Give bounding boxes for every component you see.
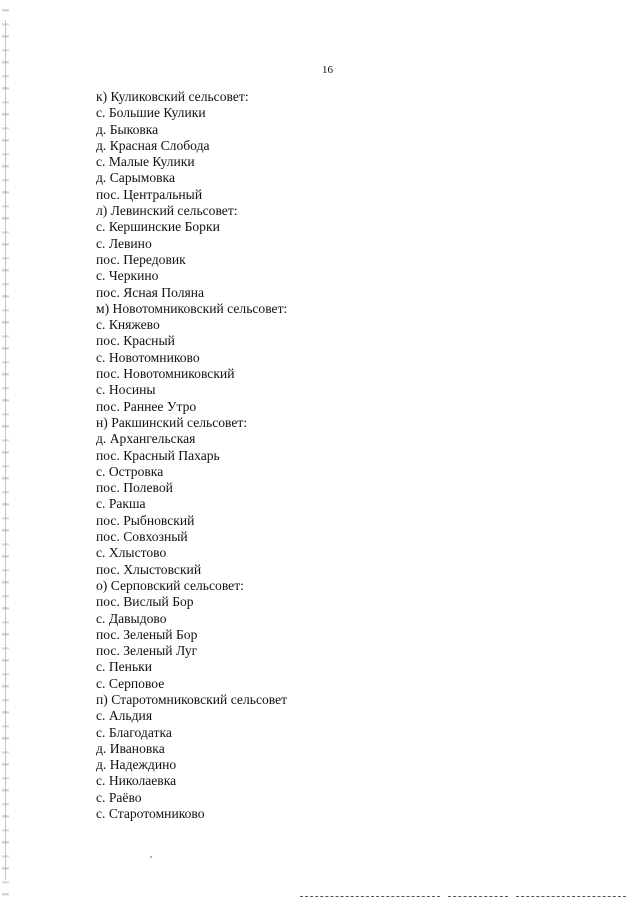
scan-speck — [150, 856, 152, 858]
council-heading: м) Новотомниковский сельсовет: — [96, 300, 288, 316]
settlement-item: с. Новотомниково — [96, 349, 200, 365]
settlement-item: пос. Совхозный — [96, 529, 188, 545]
footer-dashed-rule — [516, 896, 626, 898]
settlement-item: д. Сарымовка — [96, 170, 175, 186]
settlement-item: с. Носины — [96, 382, 156, 398]
settlement-item: с. Старотомниково — [96, 806, 205, 822]
settlement-item: пос. Зеленый Луг — [96, 643, 198, 659]
settlement-item: д. Быковка — [96, 121, 159, 137]
council-heading: п) Старотомниковский сельсовет — [96, 691, 288, 707]
settlement-item: пос. Ясная Поляна — [96, 284, 205, 300]
council-heading: о) Серповский сельсовет: — [96, 577, 244, 593]
council-heading: к) Куликовский сельсовет: — [96, 89, 249, 104]
settlement-item: пос. Новотомниковский — [96, 366, 235, 382]
settlement-item: с. Хлыстово — [96, 545, 167, 561]
settlement-item: пос. Центральный — [96, 186, 203, 202]
settlement-item: пос. Зеленый Бор — [96, 626, 198, 642]
settlement-item: пос. Вислый Бор — [96, 594, 194, 610]
settlement-item: с. Островка — [96, 463, 164, 479]
settlement-item: с. Пеньки — [96, 659, 153, 675]
settlement-item: пос. Красный — [96, 333, 175, 349]
footer-dashed-rule — [448, 896, 508, 898]
settlement-item: пос. Полевой — [96, 480, 173, 496]
settlement-item: пос. Передовик — [96, 251, 186, 267]
settlement-item: пос. Хлыстовский — [96, 561, 202, 577]
settlement-item: с. Княжево — [96, 317, 160, 333]
settlement-item: с. Альдия — [96, 708, 153, 724]
settlement-item: с. Левино — [96, 235, 152, 251]
settlement-item: пос. Красный Пахарь — [96, 447, 220, 463]
scan-edge-line — [5, 20, 6, 880]
settlement-item: д. Надеждино — [96, 757, 177, 773]
page-number: 16 — [322, 64, 333, 76]
settlement-item: с. Благодатка — [96, 724, 172, 740]
footer-dashed-rule — [300, 896, 440, 898]
council-heading: л) Левинский сельсовет: — [96, 203, 238, 219]
settlement-item: с. Раёво — [96, 789, 142, 805]
settlement-item: с. Большие Кулики — [96, 105, 206, 121]
settlement-item: с. Кершинские Борки — [96, 219, 220, 235]
settlement-item: с. Черкино — [96, 268, 159, 284]
settlement-item: д. Ивановка — [96, 740, 165, 756]
settlement-item: с. Николаевка — [96, 773, 177, 789]
settlement-item: пос. Рыбновский — [96, 512, 195, 528]
settlement-item: д. Архангельская — [96, 431, 196, 447]
settlement-item: пос. Раннее Утро — [96, 398, 197, 414]
settlement-item: с. Малые Кулики — [96, 154, 195, 170]
settlement-item: с. Давыдово — [96, 610, 167, 626]
settlement-item: с. Ракша — [96, 496, 146, 512]
settlement-list — [96, 89, 287, 822]
settlement-item: д. Красная Слобода — [96, 137, 210, 153]
settlement-item: с. Серповое — [96, 675, 165, 691]
council-heading: н) Ракшинский сельсовет: — [96, 414, 248, 430]
